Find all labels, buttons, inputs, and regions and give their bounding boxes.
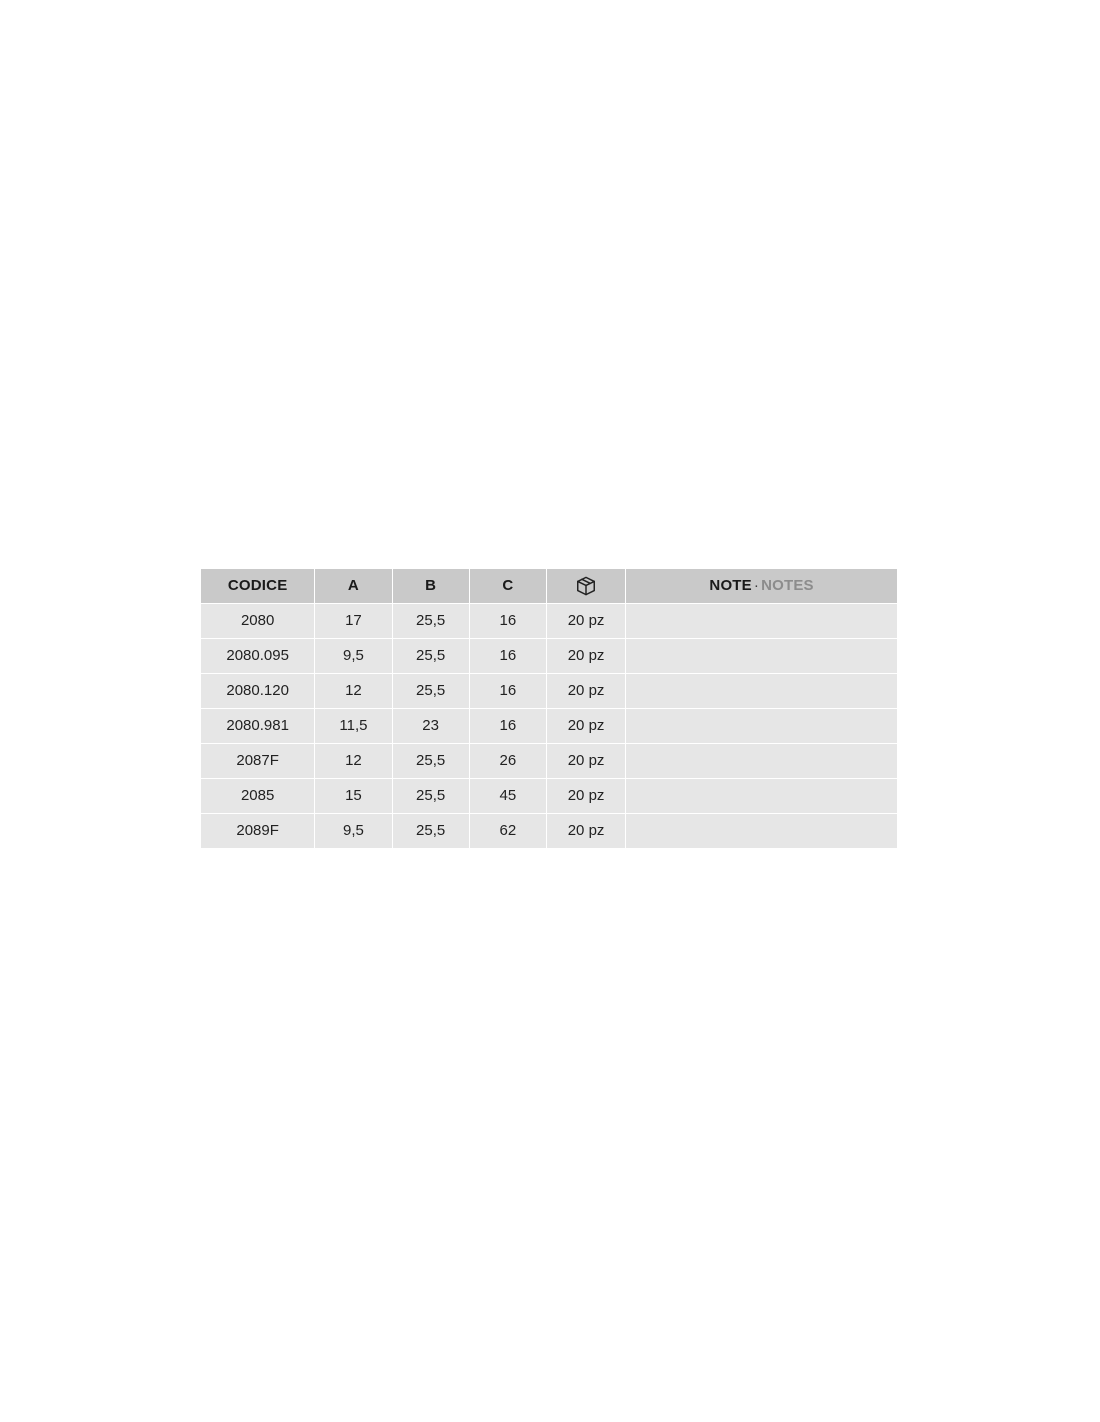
cell-packaging: 20 pz <box>547 744 625 778</box>
cell-a: 15 <box>315 779 391 813</box>
cell-packaging: 20 pz <box>547 604 625 638</box>
column-header-a: A <box>315 569 391 603</box>
cell-codice: 2087F <box>201 744 314 778</box>
cell-b: 25,5 <box>393 779 469 813</box>
box-icon <box>575 575 597 597</box>
cell-packaging: 20 pz <box>547 709 625 743</box>
note-label-en: NOTES <box>761 577 814 594</box>
table-header <box>201 569 897 603</box>
cell-packaging: 20 pz <box>547 639 625 673</box>
table-row <box>201 604 897 638</box>
cell-a: 17 <box>315 604 391 638</box>
column-header-c: C <box>470 569 546 603</box>
table-row <box>201 779 897 813</box>
cell-note <box>626 744 897 778</box>
table-row <box>201 674 897 708</box>
cell-a: 9,5 <box>315 814 391 848</box>
table-row <box>201 639 897 673</box>
column-header-note <box>626 569 897 603</box>
column-header-codice: CODICE <box>201 569 314 603</box>
cell-c: 16 <box>470 604 546 638</box>
cell-note <box>626 674 897 708</box>
table-row <box>201 744 897 778</box>
cell-c: 26 <box>470 744 546 778</box>
cell-note <box>626 779 897 813</box>
cell-note <box>626 709 897 743</box>
cell-c: 16 <box>470 674 546 708</box>
note-label-it: NOTE <box>709 577 752 594</box>
cell-c: 45 <box>470 779 546 813</box>
cell-codice: 2080.095 <box>201 639 314 673</box>
cell-codice: 2089F <box>201 814 314 848</box>
cell-b: 23 <box>393 709 469 743</box>
cell-codice: 2080 <box>201 604 314 638</box>
cell-packaging: 20 pz <box>547 779 625 813</box>
product-spec-table <box>200 568 898 849</box>
cell-note <box>626 604 897 638</box>
cell-codice: 2080.981 <box>201 709 314 743</box>
cell-b: 25,5 <box>393 744 469 778</box>
column-header-packaging <box>547 569 625 603</box>
cell-note <box>626 814 897 848</box>
cell-b: 25,5 <box>393 604 469 638</box>
cell-b: 25,5 <box>393 639 469 673</box>
note-label-separator: · <box>753 577 760 594</box>
cell-codice: 2085 <box>201 779 314 813</box>
cell-c: 16 <box>470 639 546 673</box>
product-spec-table-container <box>200 568 898 849</box>
cell-codice: 2080.120 <box>201 674 314 708</box>
cell-a: 12 <box>315 674 391 708</box>
cell-packaging: 20 pz <box>547 814 625 848</box>
cell-a: 12 <box>315 744 391 778</box>
cell-b: 25,5 <box>393 814 469 848</box>
column-header-b: B <box>393 569 469 603</box>
cell-a: 9,5 <box>315 639 391 673</box>
table-row <box>201 814 897 848</box>
cell-c: 62 <box>470 814 546 848</box>
cell-packaging: 20 pz <box>547 674 625 708</box>
cell-b: 25,5 <box>393 674 469 708</box>
cell-c: 16 <box>470 709 546 743</box>
table-row <box>201 709 897 743</box>
table-header-row <box>201 569 897 603</box>
cell-note <box>626 639 897 673</box>
cell-a: 11,5 <box>315 709 391 743</box>
table-body <box>201 604 897 848</box>
